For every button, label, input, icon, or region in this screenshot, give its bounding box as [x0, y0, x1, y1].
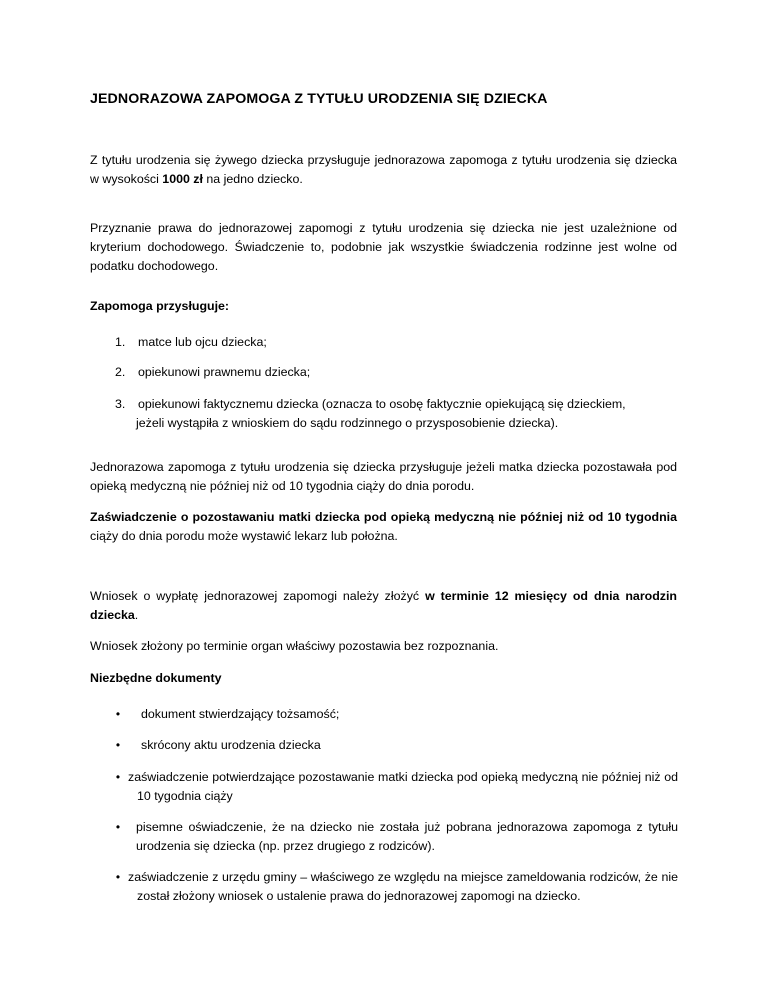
criteria-paragraph: Przyznanie prawa do jednorazowej zapomogi z tytułu urodzenia się dziecka nie jest uzależnione od kryterium dochodowego. Świadczenie to, podobnie jak wszystkie świadczenia rodzinne jest wolne od podatku dochodowego. [90, 221, 677, 273]
document-item-text: zaświadczenie z urzędu gminy – właściwego ze względu na miejsce zameldowania rodziców, że nie został złożony wniosek o ustalenie prawa do jednorazowej zapomogi na dziecko. [128, 870, 678, 903]
bullet-icon: • [115, 820, 121, 834]
documents-heading: Niezbędne dokumenty [90, 671, 222, 685]
list-number: 2. [115, 365, 126, 379]
eligible-item: opiekunowi prawnemu dziecka; [138, 365, 311, 379]
eligible-heading: Zapomoga przysługuje: [90, 299, 230, 313]
certificate-paragraph [90, 508, 677, 546]
document-item: dokument stwierdzający tożsamość; [141, 707, 340, 721]
document-item [128, 868, 678, 906]
certificate-rest: ciąży do dnia porodu może wystawić lekarz lub położna. [90, 529, 398, 543]
list-number: 3. [115, 397, 126, 411]
intro-text: Z tytułu urodzenia się żywego dziecka przysługuje jednorazowa zapomoga z tytułu urodzenia się dziecka w wysokości [90, 153, 677, 186]
document-item [136, 818, 678, 856]
bullet-icon: • [115, 738, 121, 752]
bullet-icon: • [115, 870, 121, 884]
intro-paragraph [90, 151, 677, 189]
amount: 1000 zł [162, 172, 203, 186]
document-item [128, 768, 678, 806]
intro-text-end: na jedno dziecko. [202, 172, 303, 186]
bullet-icon: • [115, 770, 121, 784]
late-paragraph: Wniosek złożony po terminie organ właściwy pozostawia bez rozpoznania. [90, 639, 499, 653]
document-item: skrócony aktu urodzenia dziecka [141, 738, 321, 752]
deadline-bold: w terminie 12 miesięcy od dnia narodzin [425, 589, 677, 603]
certificate-bold: Zaświadczenie o pozostawaniu matki dziecka pod opieką medyczną nie później niż od 10 tygodnia [90, 510, 677, 524]
deadline-end: . [134, 608, 139, 622]
care-paragraph: Jednorazowa zapomoga z tytułu urodzenia się dziecka przysługuje jeżeli matka dziecka pozostawała pod opieką medyczną nie później niż od 10 tygodnia ciąży do dnia porodu. [90, 460, 677, 493]
eligible-item-line1: opiekunowi faktycznemu dziecka (oznacza to osobę faktycznie opiekującą się dzieckiem, [138, 397, 626, 411]
list-number: 1. [115, 335, 126, 349]
document-item-text: zaświadczenie potwierdzające pozostawanie matki dziecka pod opieką medyczną nie później niż od 10 tygodnia ciąży [128, 770, 678, 803]
deadline-bold-2: dziecka [90, 608, 135, 622]
deadline-paragraph [90, 587, 677, 625]
document-item-text: pisemne oświadczenie, że na dziecko nie została już pobrana jednorazowa zapomoga z tytułu urodzenia się dziecka (np. przez drugiego z rodziców). [136, 820, 678, 853]
eligible-item [138, 395, 678, 433]
page-title: JEDNORAZOWA ZAPOMOGA Z TYTUŁU URODZENIA SIĘ DZIECKA [90, 91, 548, 107]
eligible-item: matce lub ojcu dziecka; [138, 335, 267, 349]
eligible-item-line2: jeżeli wystąpiła z wnioskiem do sądu rodzinnego o przysposobienie dziecka). [136, 416, 559, 430]
bullet-icon: • [115, 707, 121, 721]
deadline-text: Wniosek o wypłatę jednorazowej zapomogi należy złożyć [90, 589, 426, 603]
